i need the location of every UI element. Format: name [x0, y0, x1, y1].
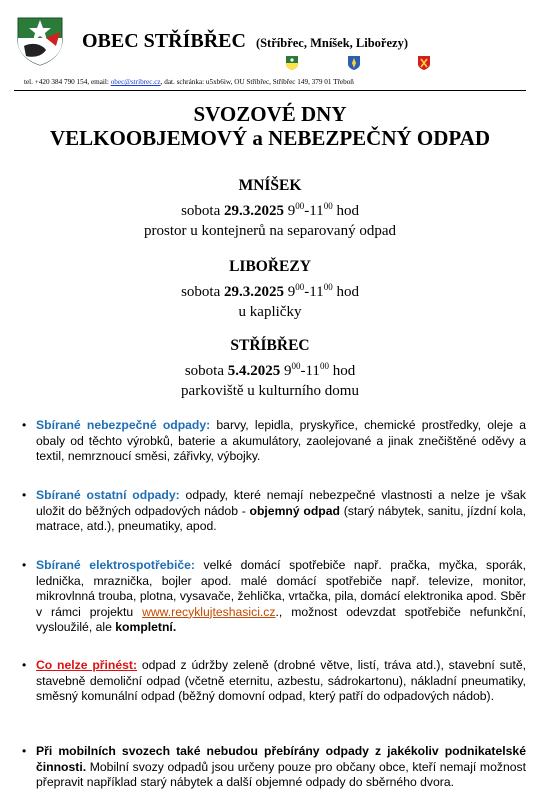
list-item-not-accepted: • Co nelze přinést: odpad z údržby zeleně (drobné větve, listí, tráva atd.), stavební sutě, stavebně demoliční odpad (včetně eternitu, azbestu, sádrokartonu), nákladní pneumatiky, směsný komunální odpad (běžný domovní odpad, který patří do odpadových nádob). — [22, 658, 526, 704]
municipality-subtitle: (Stříbřec, Mníšek, Libořezy) — [255, 36, 408, 50]
schedule-place: LIBOŘEZY — [229, 258, 311, 275]
title-row — [82, 30, 408, 53]
schedule-location: u kapličky — [238, 304, 302, 320]
recyklujteshasici-link[interactable]: www.recyklujteshasici.cz — [142, 604, 276, 619]
bullet-dot-icon: • — [22, 488, 27, 502]
list-item-business: • Při mobilních svozech také nebudou přebírány odpady z jakékoliv podnikatelské činnosti. Mobilní svozy odpadů jsou určeny pouze pro občany obce, kteří nemají možnost přepravit například starý nábytek a další objemné odpady do sběrného dvora. — [22, 744, 526, 790]
schedule-location: prostor u kontejnerů na separovaný odpad — [143, 223, 396, 239]
schedule-time: sobota 29.3.2025 $9^{00}-11^{00}$ hod — [181, 282, 359, 300]
not-accepted-label: Co nelze přinést: — [36, 658, 138, 672]
contact-details: , dat. schránka: u5xb6iw, OU Stříbřec, Stříbřec 149, 379 01 Třeboň — [160, 78, 354, 86]
contact-phone: tel. +420 384 790 154, email: — [24, 78, 111, 86]
schedule-stribrec — [0, 336, 540, 401]
schedule-time: sobota 29.3.2025 $9^{00}-11^{00}$ hod — [181, 201, 359, 219]
schedule-location: parkoviště u kulturního domu — [181, 383, 359, 399]
main-title-line1: SVOZOVÉ DNY — [193, 102, 347, 126]
list-item-electro: • Sbírané elektrospotřebiče: velké domácí spotřebiče např. pračka, myčka, sporák, lednička, mraznička, bojler apod. malé domácí spotřebiče např. televize, monitor, mikrovlnná trouba, plotna, vysavače, žehlička, vrtačka, pila, domácí elektronika apod. Sběr v rámci projektu www.recyklujteshasici.cz., možnost odevzdat spotřebiče nefunkční, vysloužilé, ale kompletní. — [22, 558, 526, 635]
list-item-other: • Sbírané ostatní odpady: odpady, které nemají nebezpečné vlastnosti a nelze je však uložit do běžných odpadových nádob - objemný odpad (starý nábytek, sanitu, jízdní kola, matrace, atd.), pneumatiky, apod. — [22, 488, 526, 534]
coat-of-arms-icon — [16, 16, 64, 66]
mnisek-emblem-icon — [348, 56, 360, 70]
other-label: Sbírané ostatní odpady: — [36, 488, 180, 502]
municipality-title: OBEC STŘÍBŘEC — [82, 30, 246, 52]
stribrec-emblem-icon — [286, 56, 298, 70]
header-divider — [14, 90, 526, 91]
contact-email-link[interactable]: obec@stribrec.cz — [110, 78, 161, 86]
schedule-time: sobota 5.4.2025 $9^{00}-11^{00}$ hod — [184, 361, 356, 379]
electro-label: Sbírané elektrospotřebiče: — [36, 558, 195, 572]
page-header — [14, 10, 526, 86]
main-title-line2: VELKOOBJEMOVÝ a NEBEZPEČNÝ ODPAD — [49, 126, 491, 150]
schedule-mnisek — [0, 176, 540, 241]
contact-line — [24, 78, 354, 86]
bullet-dot-icon: • — [22, 658, 27, 672]
schedule-place: MNÍŠEK — [238, 177, 302, 194]
liborezy-emblem-icon — [418, 56, 430, 70]
schedule-liborezy — [0, 257, 540, 322]
bullet-dot-icon: • — [22, 558, 27, 572]
bullet-dot-icon: • — [22, 744, 27, 758]
hazardous-text: barvy, lepidla, pryskyřice, chemické prostředky, oleje a obaly od těchto výrobků, baterie a akumulátory, zaolejované a jinak znečištěné oděvy a textil, nemrznoucí směsi, zářivky, výbojky. — [36, 418, 526, 464]
bullet-dot-icon: • — [22, 418, 27, 432]
hazardous-label: Sbírané nebezpečné odpady: — [36, 418, 211, 432]
business-note-bold: Při mobilních svozech také nebudou přebírány odpady z jakékoliv podnikatelské činnosti. — [36, 744, 526, 774]
schedule-place: STŘÍBŘEC — [230, 337, 310, 354]
list-item-hazardous — [22, 418, 526, 465]
